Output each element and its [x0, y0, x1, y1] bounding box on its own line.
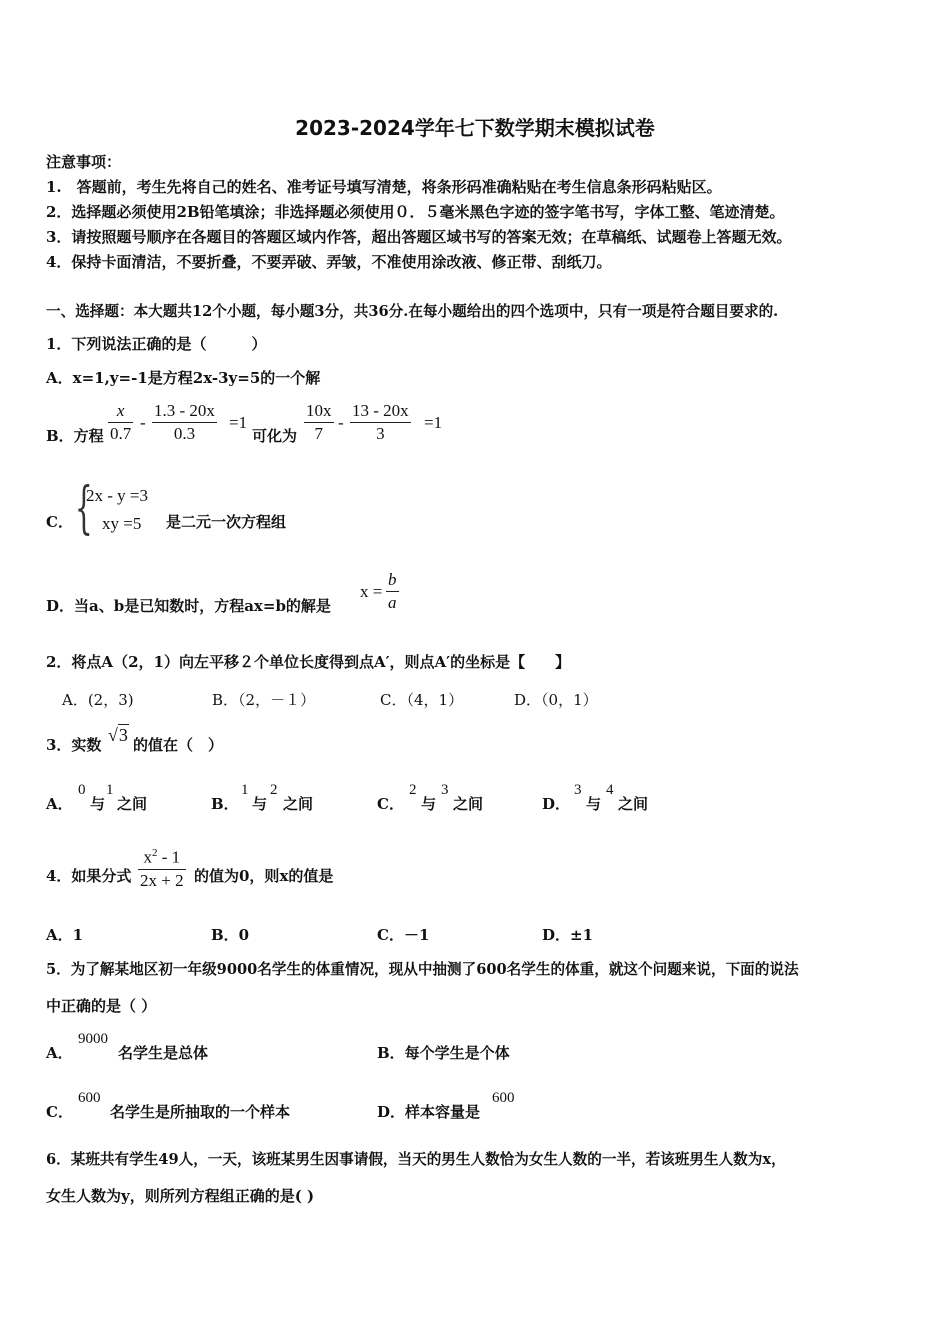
fraction-numerator: x: [116, 401, 125, 420]
q3-option-a-mid: 与: [90, 795, 106, 813]
q5-option-b: B．每个学生是个体: [377, 1044, 510, 1062]
q5-stem-line-1: 5．为了解某地区初一年级9000名学生的体重情况，现从中抽测了600名学生的体重，就这个问题来说，下面的说法: [46, 961, 799, 978]
q1-b-fraction-1: [108, 400, 133, 445]
q2-option-b: B．（2，－１）: [212, 691, 316, 709]
q3-stem-suffix: 的值在（ ）: [133, 736, 224, 754]
equation-2: xy =5: [102, 514, 142, 533]
q5-option-a-text: 名学生是总体: [118, 1044, 209, 1062]
left-brace: {: [74, 476, 93, 541]
q3-option-d-high: 4: [606, 782, 614, 798]
q2-option-d: D．（0，1）: [514, 691, 598, 709]
square-root: √3: [108, 725, 128, 745]
notice-item-3: 3．请按照题号顺序在各题目的答题区域内作答，超出答题区域书写的答案无效；在草稿纸、试题卷上答题无效。: [46, 228, 792, 246]
q3-option-a-end: 之间: [117, 795, 148, 813]
q1-b-fraction-2: [152, 400, 217, 445]
q4-option-c: C．－1: [377, 926, 430, 944]
q3-stem-prefix: 3．实数: [46, 736, 102, 754]
fraction-denominator: a: [388, 593, 397, 612]
q5-option-c-label: C．: [46, 1103, 73, 1121]
q6-stem-line-1: 6．某班共有学生49人，一天，该班某男生因事请假，当天的男生人数恰为女生人数的一半，若该班男生人数为x，: [46, 1151, 786, 1168]
q3-option-d-low: 3: [574, 782, 582, 798]
fraction-numerator: 10x: [306, 401, 332, 420]
fraction-numerator: 13 - 20x: [352, 401, 409, 420]
q1-stem: 1．下列说法正确的是（ ）: [46, 335, 267, 353]
q3-option-c-label: C．: [377, 795, 404, 813]
q5-stem-line-2: 中正确的是（ ）: [46, 997, 157, 1015]
q3-option-c-mid: 与: [421, 795, 437, 813]
fraction-numerator: b: [388, 570, 397, 589]
q1-b-fraction-4: [350, 400, 411, 445]
fraction-denominator: 2x + 2: [140, 870, 184, 890]
q4-option-a: A．1: [46, 926, 84, 944]
q1-option-b-mid: 可化为: [252, 427, 298, 445]
fraction-denominator: 3: [376, 424, 385, 443]
numerator-exponent: 2: [151, 847, 158, 859]
fraction-denominator: 0.3: [173, 424, 196, 443]
equals-one: =1: [229, 413, 248, 432]
q3-option-c-end: 之间: [453, 795, 484, 813]
notice-heading: 注意事项：: [46, 153, 122, 171]
q5-option-a-number: 9000: [78, 1031, 108, 1047]
q4-option-d: D．±1: [542, 926, 594, 944]
fraction-numerator: 1.3 - 20x: [154, 401, 215, 420]
q4-stem-prefix: 4．如果分式: [46, 867, 132, 885]
q5-option-c-text: 名学生是所抽取的一个样本: [110, 1103, 291, 1121]
q5-option-c-number: 600: [78, 1090, 101, 1106]
q5-option-d-text: D．样本容量是: [377, 1103, 481, 1121]
q4-stem-suffix: 的值为0，则x的值是: [194, 867, 334, 885]
q3-option-c-high: 3: [441, 782, 449, 798]
q1-option-b-prefix: B．方程: [46, 427, 104, 445]
minus-sign: -: [140, 413, 146, 432]
q3-option-d-end: 之间: [618, 795, 649, 813]
fraction-denominator: 7: [314, 424, 323, 443]
fraction-denominator: 0.7: [110, 424, 132, 443]
q3-option-b-label: B．: [211, 795, 239, 813]
q3-option-c-low: 2: [409, 782, 417, 798]
notice-item-1: 1. 答题前，考生先将自己的姓名、准考证号填写清楚，将条形码准确粘贴在考生信息条形码粘贴区。: [46, 178, 722, 196]
q1-option-c-label: C．: [46, 513, 73, 531]
q2-option-c: C．（4，1）: [380, 691, 464, 709]
radicand: 3: [118, 725, 128, 745]
equals-one: =1: [424, 413, 443, 432]
minus-sign: -: [338, 413, 344, 432]
q2-stem: 2．将点A（2，1）向左平移２个单位长度得到点A′，则点A′的坐标是【 】: [46, 653, 571, 671]
numerator-base: x: [143, 847, 152, 867]
q3-option-b-mid: 与: [252, 795, 268, 813]
q1-option-c-suffix: 是二元一次方程组: [166, 513, 287, 531]
q5-option-d-number: 600: [492, 1090, 515, 1106]
q1-b-fraction-3: [304, 400, 334, 445]
q1-option-d: D．当a、b是已知数时，方程ax=b的解是: [46, 597, 331, 615]
q3-option-b-high: 2: [270, 782, 278, 798]
q6-stem-line-2: 女生人数为y，则所列方程组正确的是( ): [46, 1187, 315, 1205]
equation-1: 2x - y =3: [86, 486, 148, 505]
q3-option-d-mid: 与: [586, 795, 602, 813]
q3-option-a-high: 1: [106, 782, 114, 798]
section-heading: 一、选择题：本大题共12个小题，每小题3分，共36分.在每小题给出的四个选项中，只有一项是符合题目要求的.: [46, 303, 779, 320]
q4-fraction: [138, 842, 186, 892]
fraction-numerator: [141, 842, 182, 869]
q1-option-a: A．x=1,y=-1是方程2x-3y=5的一个解: [46, 369, 321, 387]
q5-option-a-label: A．: [46, 1044, 73, 1062]
notice-item-2: 2．选择题必须使用2B铅笔填涂；非选择题必须使用０．５毫米黑色字迹的签字笔书写，字体工整、笔迹清楚。: [46, 203, 785, 221]
q3-option-b-low: 1: [241, 782, 249, 798]
q3-option-d-label: D．: [542, 795, 571, 813]
q4-option-b: B．0: [211, 926, 250, 944]
numerator-rest: - 1: [157, 847, 181, 867]
exam-title: 2023-2024学年七下数学期末模拟试卷: [295, 116, 655, 140]
q2-option-a: A．(2，3): [62, 691, 134, 709]
notice-item-4: 4．保持卡面清洁，不要折叠，不要弄破、弄皱，不准使用涂改液、修正带、刮纸刀。: [46, 253, 612, 271]
q3-option-a-low: 0: [78, 782, 86, 798]
q3-option-a-label: A．: [46, 795, 73, 813]
q1-d-fraction: [386, 569, 399, 614]
q3-option-b-end: 之间: [283, 795, 314, 813]
solution-x: x =: [360, 582, 383, 601]
